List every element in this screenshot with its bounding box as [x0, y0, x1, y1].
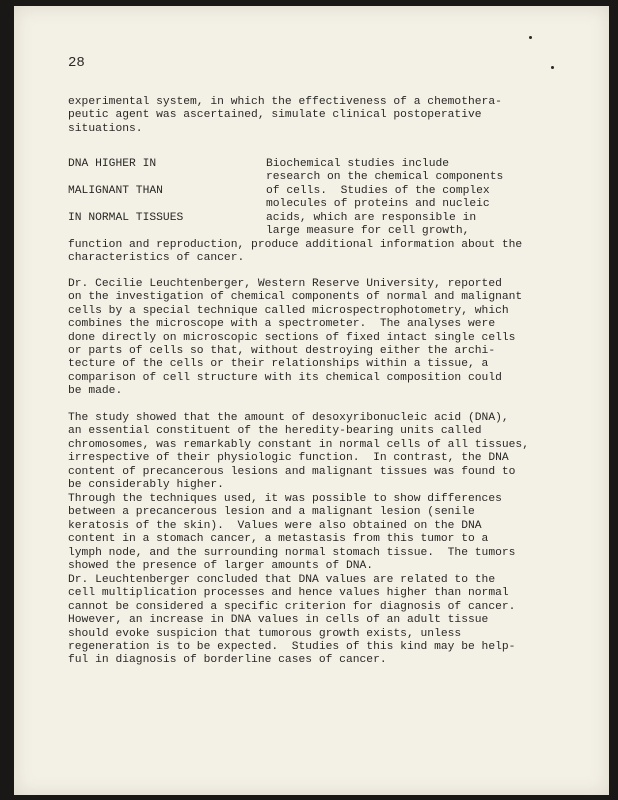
- sidehead-line: IN NORMAL TISSUES: [68, 212, 184, 224]
- ink-speck: [551, 66, 554, 69]
- page-number: 28: [68, 55, 85, 71]
- sidebar-paragraph: Biochemical studies include research on the chemical components of cells. Studies of the complex molecules of proteins and nucleic acids, which are responsible in large measure for cell growth,: [266, 158, 504, 238]
- ink-speck: [529, 36, 532, 39]
- intro-paragraph: experimental system, in which the effectiveness of a chemothera- peutic agent was ascertained, simulate clinical postoperative situations.: [68, 96, 502, 135]
- body-paragraph: The study showed that the amount of desoxyribonucleic acid (DNA), an essential constituent of the heredity-bearing units called chromosomes, was remarkably constant in normal cells of all tissues, irrespective of their physiologic function. In contrast, the DNA content of precancerous lesions and malignant tissues was found to be considerably higher.: [68, 412, 529, 492]
- sidehead-line: DNA HIGHER IN: [68, 158, 157, 170]
- body-paragraph: Through the techniques used, it was possible to show differences between a precancerous lesion and a malignant lesion (senile keratosis of the skin). Values were also obtained on the DNA content in a stomach cancer, a metastasis from this tumor to a lymph node, and the surrounding normal stomach tissue. The tumors showed the presence of larger amounts of DNA.: [68, 493, 516, 573]
- body-paragraph: Dr. Leuchtenberger concluded that DNA values are related to the cell multiplication processes and hence values higher than normal cannot be considered a specific criterion for diagnosis of cancer. However, an increase in DNA values in cells of an adult tissue should evoke suspicion that tumorous growth exists, unless regeneration is to be expected. Studies of this kind may be help- ful in diagnosis of borderline cases of cancer.: [68, 574, 516, 667]
- document-page: [14, 6, 609, 795]
- sidehead-line: MALIGNANT THAN: [68, 185, 163, 197]
- body-paragraph: Dr. Cecilie Leuchtenberger, Western Reserve University, reported on the investigation of chemical components of normal and malignant cells by a special technique called microspectrophotometry, which combines the microscope with a spectrometer. The analyses were done directly on microscopic sections of fixed intact single cells or parts of cells so that, without destroying either the archi- tecture of the cells or their relationships within a tissue, a comparison of cell structure with its chemical composition could be made.: [68, 278, 523, 398]
- sidebar-continuation: function and reproduction, produce additional information about the characteristics of cancer.: [68, 239, 523, 265]
